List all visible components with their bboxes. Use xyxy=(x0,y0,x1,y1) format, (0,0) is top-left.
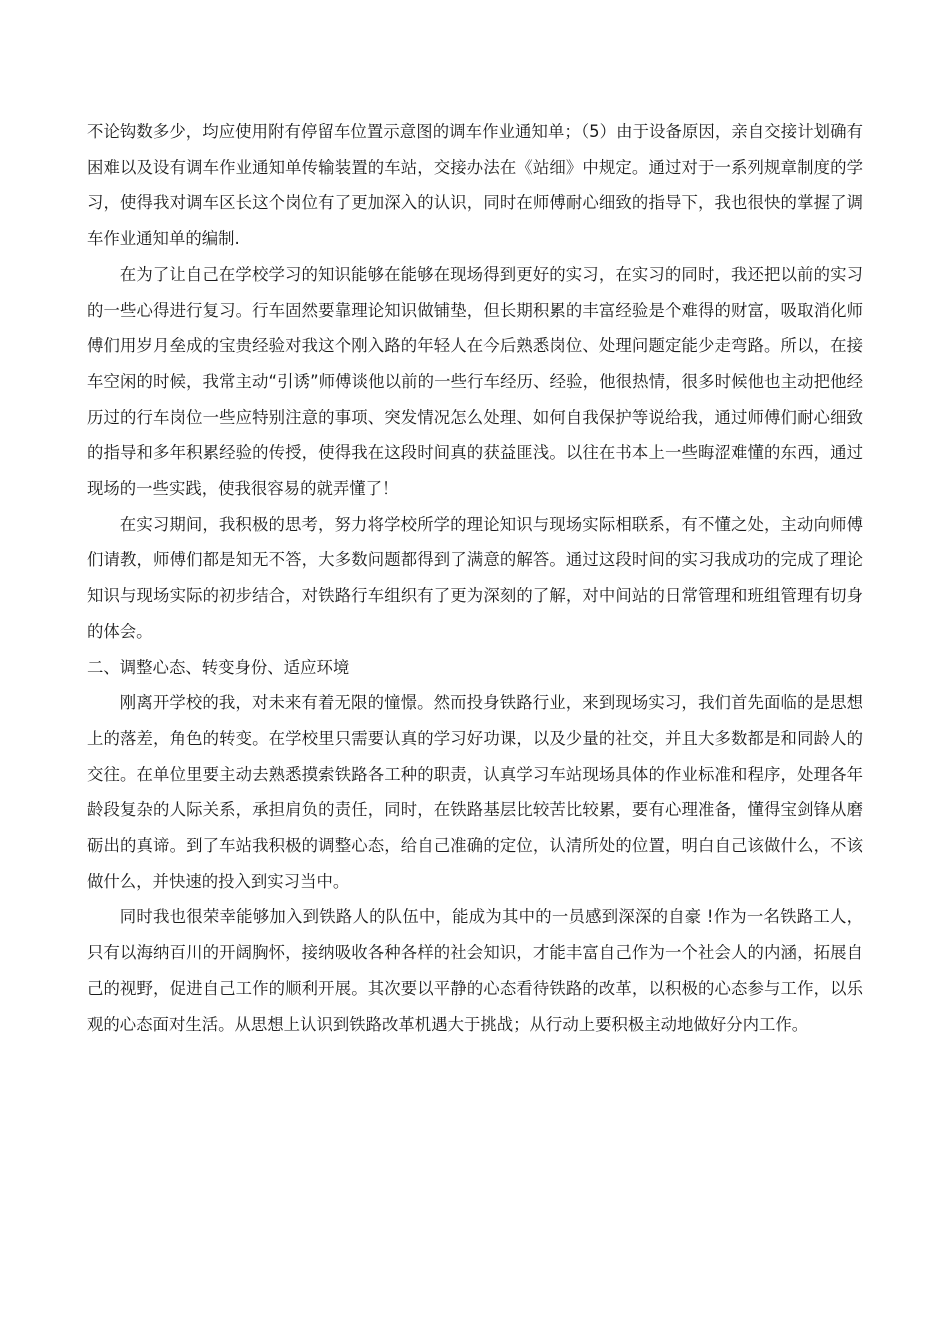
paragraph-3: 在实习期间，我积极的思考，努力将学校所学的理论知识与现场实际相联系，有不懂之处，主动向师傅们请教，师傅们都是知无不答，大多数问题都得到了满意的解答。通过这段时间的实习我成功的完成了理论知识与现场实际的初步结合，对铁路行车组织有了更为深刻的了解，对中间站的日常管理和班组管理有切身的体会。 xyxy=(87,514,863,641)
paragraph-4: 刚离开学校的我，对未来有着无限的憧憬。然而投身铁路行业，来到现场实习，我们首先面临的是思想上的落差，角色的转变。在学校里只需要认真的学习好功课，以及少量的社交，并且大多数都是和同龄人的交往。在单位里要主动去熟悉摸索铁路各工种的职责，认真学习车站现场具体的作业标准和程序，处理各年龄段复杂的人际关系，承担肩负的责任，同时，在铁路基层比较苦比较累，要有心理准备，懂得宝剑锋从磨砺出的真谛。到了车站我积极的调整心态，给自己准确的定位，认清所处的位置，明白自己该做什么，不该做什么，并快速的投入到实习当中。 xyxy=(87,693,863,891)
paragraph-5: 同时我也很荣幸能够加入到铁路人的队伍中，能成为其中的一员感到深深的自豪 !作为一名铁路工人，只有以海纳百川的开阔胸怀，接纳吸收各种各样的社会知识，才能丰富自己作为一个社会人的内涵，拓展自己的视野，促进自己工作的顺利开展。其次要以平静的心态看待铁路的改革，以积极的心态参与工作，以乐观的心态面对生活。从思想上认识到铁路改革机遇大于挑战；从行动上要积极主动地做好分内工作。 xyxy=(87,907,863,1034)
paragraph-2: 在为了让自己在学校学习的知识能够在能够在现场得到更好的实习，在实习的同时，我还把以前的实习的一些心得进行复习。行车固然要靠理论知识做铺垫，但长期积累的丰富经验是个难得的财富，吸取消化师傅们用岁月垒成的宝贵经验对我这个刚入路的年轻人在今后熟悉岗位、处理问题定能少走弯路。所以，在接车空闲的时候，我常主动“引诱”师傅谈他以前的一些行车经历、经验，他很热情，很多时候他也主动把他经历过的行车岗位一些应特别注意的事项、突发情况怎么处理、如何自我保护等说给我，通过师傅们耐心细致的指导和多年积累经验的传授，使得我在这段时间真的获益匪浅。以往在书本上一些晦涩难懂的东西，通过现场的一些实践，使我很容易的就弄懂了！ xyxy=(87,264,863,499)
section-heading: 二、调整心态、转变身份、适应环境 xyxy=(87,657,350,677)
paragraph-1: 不论钩数多少，均应使用附有停留车位置示意图的调车作业通知单；（5）由于设备原因，亲自交接计划确有困难以及设有调车作业通知单传输装置的车站，交接办法在《站细》中规定。通过对于一系列规章制度的学习，使得我对调车区长这个岗位有了更加深入的认识，同时在师傅耐心细致的指导下，我也很快的掌握了调车作业通知单的编制. xyxy=(87,122,863,249)
document-body xyxy=(87,114,863,1042)
